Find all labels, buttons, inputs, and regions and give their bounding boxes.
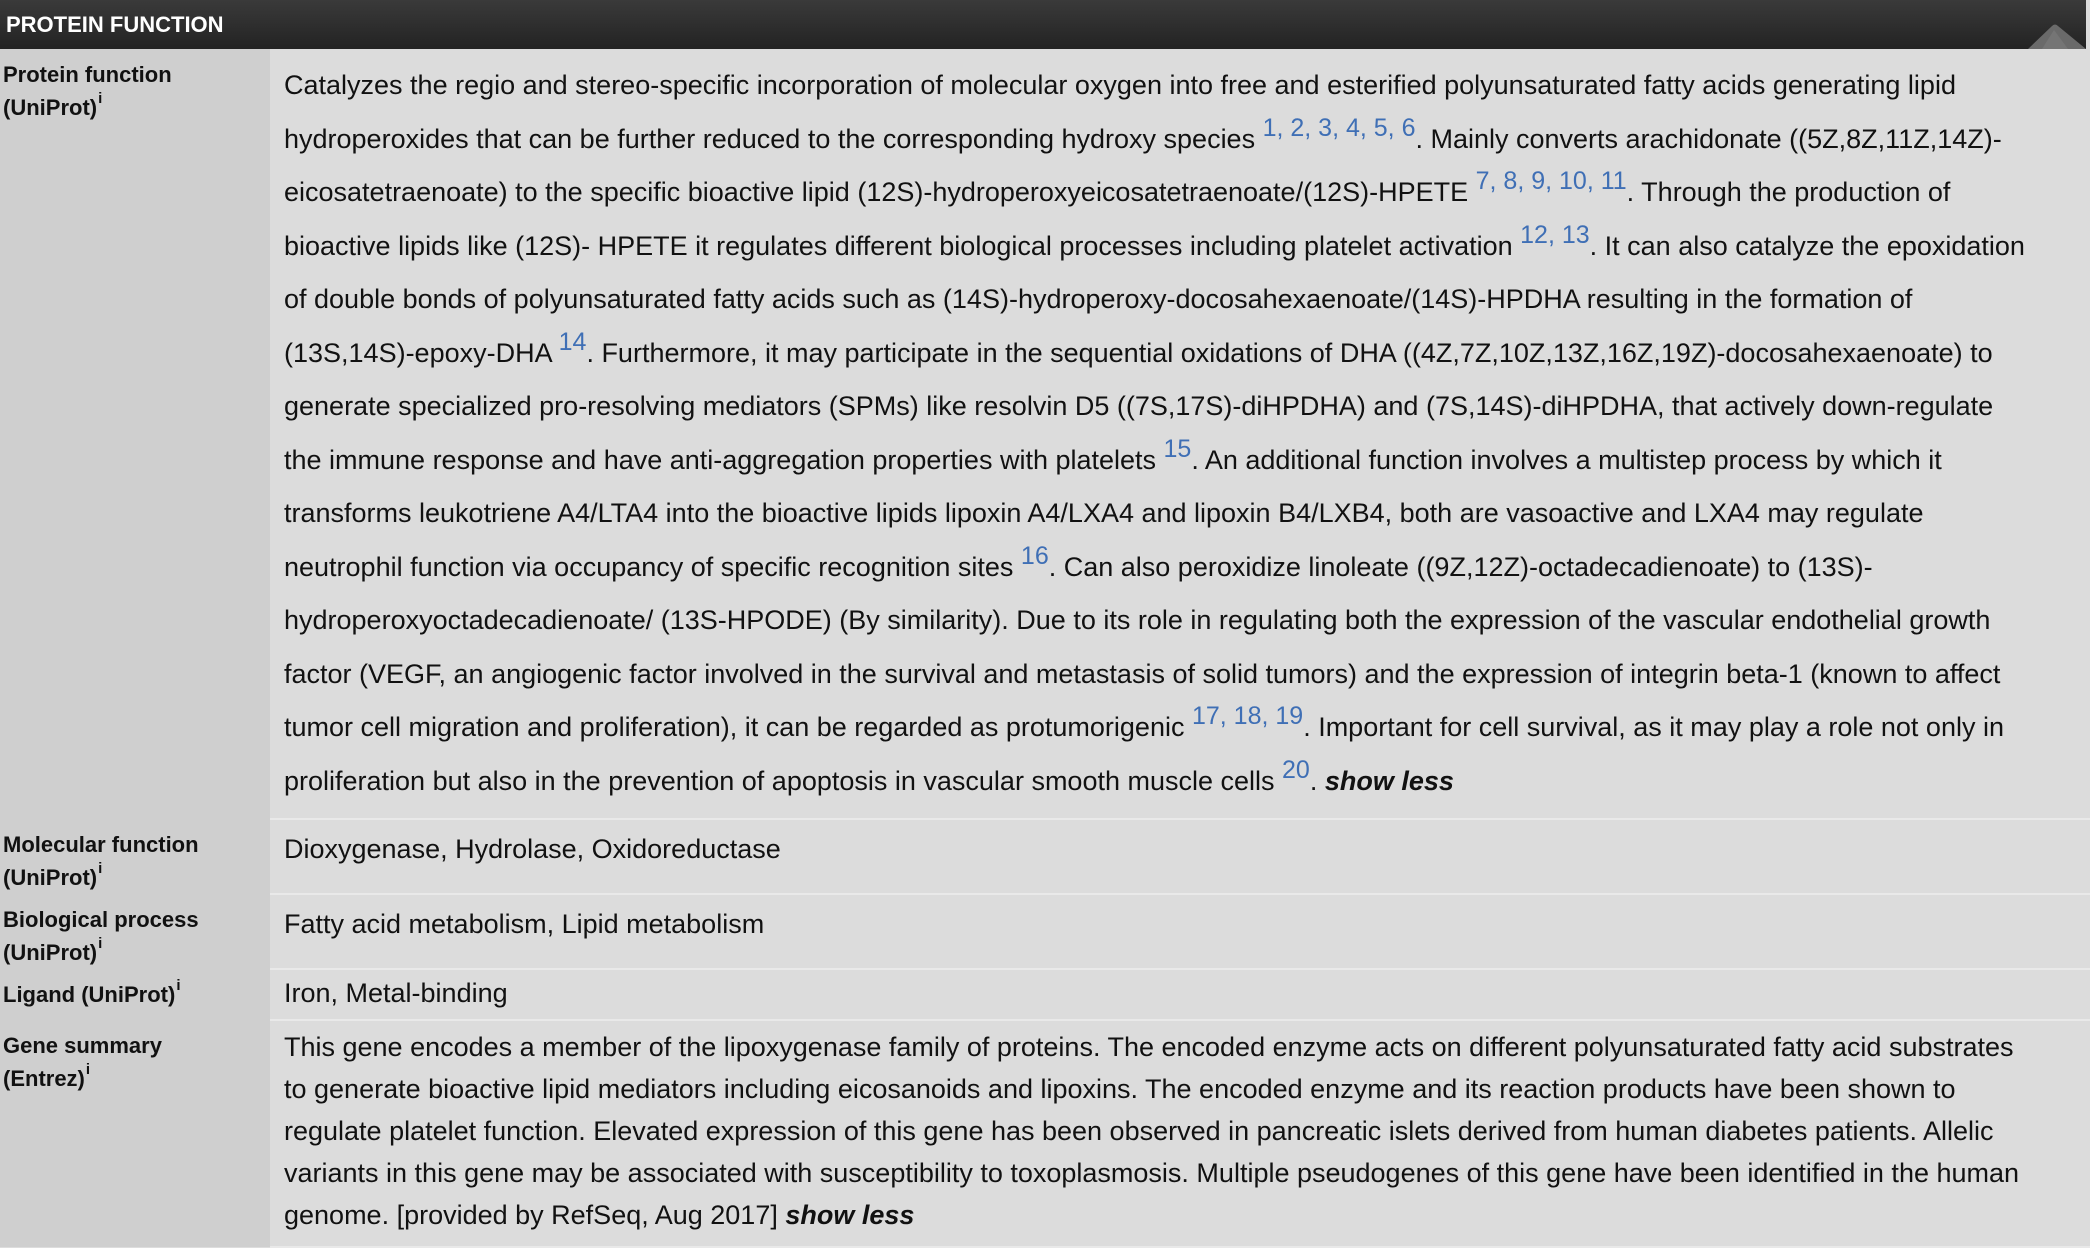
label-text: Gene summary xyxy=(3,1033,162,1058)
section-title: PROTEIN FUNCTION xyxy=(6,12,224,37)
text-segment: regulate platelet function. Elevated expression of this gene has been observed in pancreatic islets derived from human diabetes patients. Allelic xyxy=(284,1116,1994,1146)
text-segment: generate specialized pro-resolving mediators (SPMs) like resolvin D5 ((7S,17S)-diHPDHA) and (7S,14S)-diHPDHA, that actively down-regulate xyxy=(284,391,1994,421)
table-row-molecular-function xyxy=(0,819,2090,894)
text-line xyxy=(284,113,2090,167)
collapse-toggle-icon[interactable] xyxy=(2024,0,2086,49)
table-row-protein-function xyxy=(0,49,2090,819)
text-line xyxy=(284,59,2090,113)
text-segment: to generate bioactive lipid mediators including eicosanoids and lipoxins. The encoded enzyme and its reaction products have been shown to xyxy=(284,1074,1956,1104)
text-segment: the immune response and have anti-aggregation properties with platelets xyxy=(284,444,1164,475)
info-icon[interactable]: i xyxy=(176,977,181,994)
row-label-biological-process xyxy=(0,894,270,969)
text-segment: This gene encodes a member of the lipoxygenase family of proteins. The encoded enzyme acts on different polyunsaturated fatty acid substrates xyxy=(284,1032,2014,1062)
text-line xyxy=(284,220,2090,274)
text-segment: tumor cell migration and proliferation), it can be regarded as protumorigenic xyxy=(284,712,1192,742)
row-label-ligand xyxy=(0,969,270,1020)
reference-link[interactable]: 17, 18, 19 xyxy=(1191,702,1304,730)
text-segment: . Important for cell survival, as it may play a role not only in xyxy=(1303,712,2004,742)
text-line xyxy=(284,701,2090,755)
info-icon[interactable]: i xyxy=(98,860,103,877)
label-source: (UniProt) xyxy=(3,865,98,890)
protein-function-table xyxy=(0,49,2090,1248)
show-less-link[interactable]: show less xyxy=(1324,765,1454,796)
section-header[interactable] xyxy=(0,0,2086,49)
protein-function-text xyxy=(270,49,2090,819)
text-line xyxy=(284,327,2090,381)
reference-link[interactable]: 1, 2, 3, 4, 5, 6 xyxy=(1262,113,1416,142)
text-segment: . An additional function involves a multistep process by which it xyxy=(1191,444,1942,475)
text-segment: bioactive lipids like (12S)- HPETE it regulates different biological processes including platelet activation xyxy=(284,230,1521,261)
gene-summary-text xyxy=(270,1020,2090,1247)
text-line xyxy=(284,1194,2090,1236)
info-icon[interactable]: i xyxy=(85,1061,91,1078)
info-icon[interactable]: i xyxy=(98,935,103,952)
text-line xyxy=(284,755,2090,809)
row-label-gene-summary xyxy=(0,1020,270,1247)
text-line xyxy=(284,1110,2090,1152)
text-line xyxy=(284,594,2090,648)
text-segment: . Furthermore, it may participate in the sequential oxidations of DHA ((4Z,7Z,10Z,13Z,16Z,19Z)-docosahexaenoate) to xyxy=(586,337,1993,368)
label-text: Molecular function xyxy=(3,832,199,857)
text-line xyxy=(284,1152,2090,1194)
reference-link[interactable]: 7, 8, 9, 10, 11 xyxy=(1475,167,1627,195)
show-less-link[interactable]: show less xyxy=(785,1200,915,1230)
label-source: (UniProt) xyxy=(3,95,98,120)
reference-link[interactable]: 16 xyxy=(1020,541,1049,570)
text-segment: transforms leukotriene A4/LTA4 into the bioactive lipids lipoxin A4/LXA4 and lipoxin B4/LXB4, both are vasoactive and LXA4 may regulate xyxy=(284,498,1924,528)
text-segment: of double bonds of polyunsaturated fatty acids such as (14S)-hydroperoxy-docosahexaenoate/(14S)-HPDHA resulting in the formation of xyxy=(284,284,1913,314)
reference-link[interactable]: 15 xyxy=(1163,434,1192,463)
text-line xyxy=(284,380,2090,434)
table-row-ligand xyxy=(0,969,2090,1020)
table-row-biological-process xyxy=(0,894,2090,969)
biological-process-value: Fatty acid metabolism, Lipid metabolism xyxy=(270,894,2090,969)
text-segment: . Through the production of xyxy=(1626,177,1951,207)
text-segment: neutrophil function via occupancy of specific recognition sites xyxy=(284,551,1021,582)
text-line xyxy=(284,1026,2090,1068)
info-icon[interactable]: i xyxy=(98,90,103,107)
text-segment: factor (VEGF, an angiogenic factor involved in the survival and metastasis of solid tumors) and the expression of integrin beta-1 (known to affect xyxy=(284,658,2001,689)
reference-link[interactable]: 12, 13 xyxy=(1520,220,1590,249)
text-segment: . xyxy=(1309,765,1325,796)
text-segment: genome. [provided by RefSeq, Aug 2017] xyxy=(284,1200,786,1230)
row-label-protein-function xyxy=(0,49,270,819)
label-text: Ligand (UniProt) xyxy=(3,982,176,1007)
molecular-function-value: Dioxygenase, Hydrolase, Oxidoreductase xyxy=(270,819,2090,894)
reference-link[interactable]: 14 xyxy=(558,327,587,356)
row-label-molecular-function xyxy=(0,819,270,894)
text-line xyxy=(284,1068,2090,1110)
text-line xyxy=(284,166,2090,220)
text-segment: proliferation but also in the prevention of apoptosis in vascular smooth muscle cells xyxy=(284,765,1283,796)
text-line xyxy=(284,273,2090,327)
text-segment: eicosatetraenoate) to the specific bioactive lipid (12S)-hydroperoxyeicosatetraenoate/(12S)-HPETE xyxy=(284,177,1476,207)
ligand-value: Iron, Metal-binding xyxy=(270,969,2090,1020)
text-line xyxy=(284,487,2090,541)
table-row-gene-summary xyxy=(0,1020,2090,1247)
text-line xyxy=(284,541,2090,595)
text-segment: . Can also peroxidize linoleate ((9Z,12Z)-octadecadienoate) to (13S)- xyxy=(1048,551,1873,582)
text-segment: hydroperoxides that can be further reduced to the corresponding hydroxy species xyxy=(284,123,1263,154)
reference-link[interactable]: 20 xyxy=(1282,755,1310,784)
label-source: (Entrez) xyxy=(3,1066,85,1091)
label-source: (UniProt) xyxy=(3,940,98,965)
label-text: Protein function xyxy=(3,62,172,87)
text-segment: . It can also catalyze the epoxidation xyxy=(1589,230,2025,261)
text-segment: variants in this gene may be associated with susceptibility to toxoplasmosis. Multiple pseudogenes of this gene have been identified in the human xyxy=(284,1158,2020,1188)
text-segment: (13S,14S)-epoxy-DHA xyxy=(284,337,559,368)
text-segment: hydroperoxyoctadecadienoate/ (13S-HPODE) (By similarity). Due to its role in regulating both the expression of the vascular endothelial growth xyxy=(284,605,1991,635)
text-segment: . Mainly converts arachidonate ((5Z,8Z,11Z,14Z)- xyxy=(1415,123,2002,154)
label-text: Biological process xyxy=(3,907,199,932)
text-line xyxy=(284,648,2090,702)
text-segment: Catalyzes the regio and stereo-specific incorporation of molecular oxygen into free and esterified polyunsaturated fatty acids generating lipid xyxy=(284,70,1956,100)
text-line xyxy=(284,434,2090,488)
